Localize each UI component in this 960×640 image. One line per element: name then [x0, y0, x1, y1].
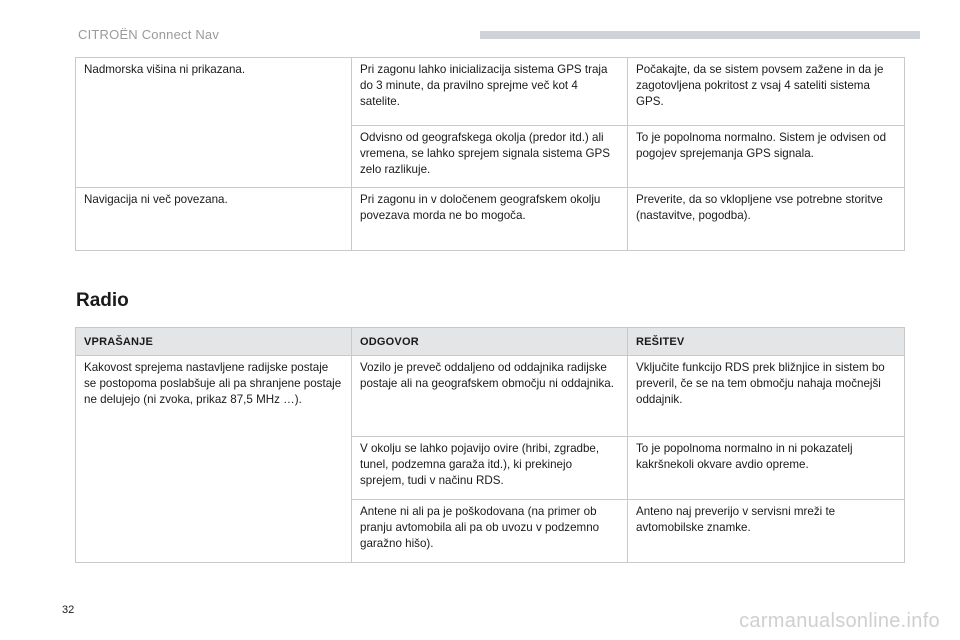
table-header-row [76, 328, 905, 356]
solution-cell: To je popolnoma normalno. Sistem je odvisen od pogojev sprejemanja GPS signala. [628, 126, 905, 188]
column-header-solution: REŠITEV [628, 328, 905, 356]
cause-cell: Pri zagonu in v določenem geografskem okolju povezava morda ne bo mogoča. [352, 188, 628, 251]
cause-cell: Antene ni ali pa je poškodovana (na primer ob pranju avtomobila ali pa ob uvozu v podzemno garažno hišo). [352, 500, 628, 563]
solution-cell: To je popolnoma normalno in ni pokazatelj kakršnekoli okvare avdio opreme. [628, 437, 905, 500]
problem-cell [76, 126, 352, 188]
cause-cell: Odvisno od geografskega okolja (predor itd.) ali vremena, se lahko sprejem signala sistema GPS zelo razlikuje. [352, 126, 628, 188]
cause-cell: V okolju se lahko pojavijo ovire (hribi, zgradbe, tunel, podzemna garaža itd.), ki prekinejo sprejem, tudi v načinu RDS. [352, 437, 628, 500]
solution-cell: Preverite, da so vklopljene vse potrebne storitve (nastavitve, pogodba). [628, 188, 905, 251]
solution-cell: Počakajte, da se sistem povsem zažene in da je zagotovljena pokritost z vsaj 4 sateliti sistema GPS. [628, 58, 905, 126]
cause-cell: Pri zagonu lahko inicializacija sistema GPS traja do 3 minute, da pravilno sprejme več kot 4 satelite. [352, 58, 628, 126]
table-row [76, 58, 905, 126]
solution-cell: Vključite funkcijo RDS prek bližnjice in sistem bo preveril, če se na tem območju nahaja močnejši oddajnik. [628, 356, 905, 437]
gps-troubleshooting-table [75, 57, 905, 251]
cause-cell: Vozilo je preveč oddaljeno od oddajnika radijske postaje ali na geografskem območju ni oddajnika. [352, 356, 628, 437]
table-row [76, 188, 905, 251]
problem-cell: Navigacija ni več povezana. [76, 188, 352, 251]
problem-cell: Kakovost sprejema nastavljene radijske postaje se postopoma poslabšuje ali pa shranjene postaje ne delujejo (ni zvoka, prikaz 87,5 MHz …). [76, 356, 352, 437]
problem-cell [76, 500, 352, 563]
column-header-question: VPRAŠANJE [76, 328, 352, 356]
problem-cell: Nadmorska višina ni prikazana. [76, 58, 352, 126]
watermark: carmanualsonline.info [739, 610, 940, 632]
header-bar [480, 31, 920, 39]
table-row [76, 500, 905, 563]
radio-troubleshooting-table [75, 327, 905, 563]
header-title: CITROËN Connect Nav [78, 27, 220, 42]
table-row [76, 356, 905, 437]
column-header-answer: ODGOVOR [352, 328, 628, 356]
table-row [76, 437, 905, 500]
section-title-radio: Radio [76, 290, 129, 311]
solution-cell: Anteno naj preverijo v servisni mreži te avtomobilske znamke. [628, 500, 905, 563]
problem-cell [76, 437, 352, 500]
table-row [76, 126, 905, 188]
page-number: 32 [62, 604, 75, 616]
